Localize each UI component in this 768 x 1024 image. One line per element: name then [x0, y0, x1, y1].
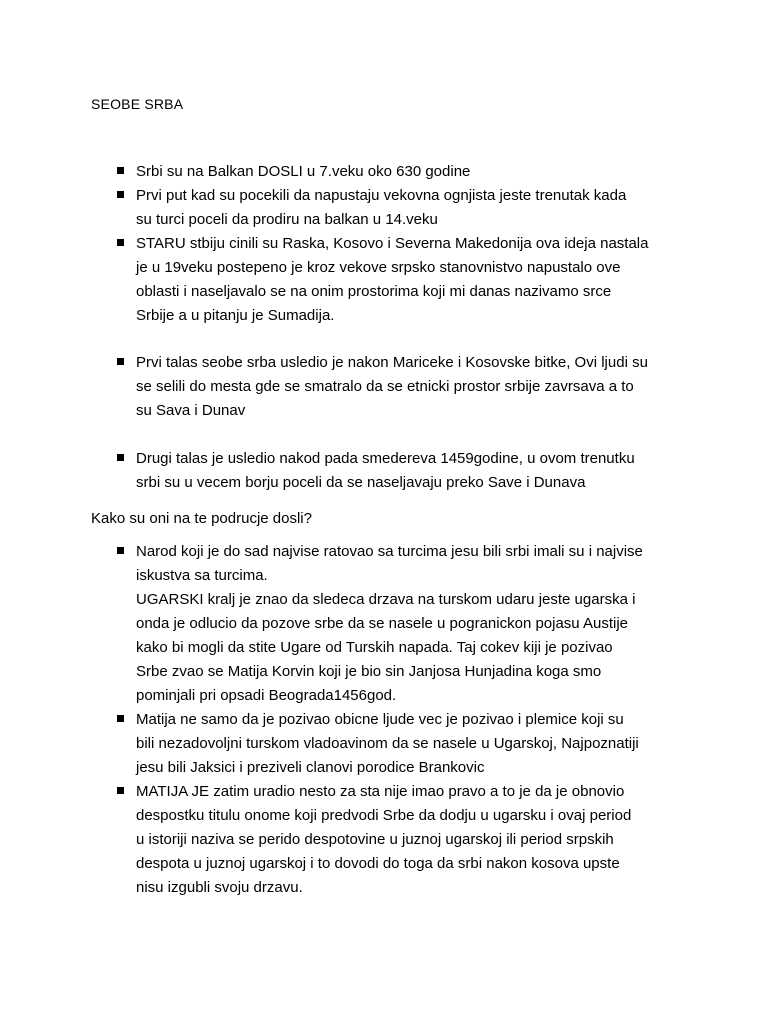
text-line: oblasti i naseljavalo se na onim prostorima koji mi danas nazivamo srce — [136, 283, 612, 300]
text-line: despota u juznoj ugarskoj i to dovodi do toga da srbi nakon kosova upste — [136, 855, 620, 872]
bullet-marker — [117, 167, 124, 174]
text-line: srbi su u vecem borju poceli da se naseljavaju preko Save i Dunava — [136, 474, 586, 491]
bullet-marker — [117, 787, 124, 794]
text-line: MATIJA JE zatim uradio nesto za sta nije imao pravo a to je da je obnovio — [136, 783, 625, 800]
bullet-marker — [117, 358, 124, 365]
text-line: Prvi talas seobe srba usledio je nakon Mariceke i Kosovske bitke, Ovi ljudi su — [136, 354, 648, 371]
text-line: Narod koji je do sad najvise ratovao sa turcima jesu bili srbi imali su i najvise — [136, 543, 643, 560]
text-line: pominjali pri opsadi Beograda1456god. — [136, 687, 397, 704]
text-line: despostku titulu onome koji predvodi Srbe da dodju u ugarsku i ovaj period — [136, 807, 632, 824]
text-line: Matija ne samo da je pozivao obicne ljude vec je pozivao i plemice koji su — [136, 711, 624, 728]
text-line: iskustva sa turcima. — [136, 567, 268, 584]
text-line: kako bi mogli da stite Ugare od Turskih napada. Taj cokev kiji je pozivao — [136, 639, 613, 656]
text-line: onda je odlucio da pozove srbe da se nasele u pogranickon pojasu Austije — [136, 615, 629, 632]
bullet-marker — [117, 547, 124, 554]
text-line: je u 19veku postepeno je kroz vekove srpsko stanovnistvo napustalo ove — [136, 259, 621, 276]
text-line: Drugi talas je usledio nakod pada smedereva 1459godine, u ovom trenutku — [136, 450, 635, 467]
list-item — [136, 160, 470, 184]
bullet-marker — [117, 454, 124, 461]
text-line: Prvi put kad su pocekili da napustaju vekovna ognjista jeste trenutak kada — [136, 187, 627, 204]
list-item — [136, 540, 643, 708]
text-line: nisu izgubli svoju drzavu. — [136, 879, 303, 896]
bullet-marker — [117, 239, 124, 246]
list-item — [136, 780, 631, 900]
text-line: u istoriji naziva se perido despotovine u juznoj ugarskoj ili period srpskih — [136, 831, 614, 848]
section-heading: Kako su oni na te podrucje dosli? — [91, 510, 312, 527]
text-line: Srbe zvao se Matija Korvin koji je bio sin Janjosa Hunjadina koga smo — [136, 663, 602, 680]
list-item — [136, 232, 648, 328]
text-line: su turci poceli da prodiru na balkan u 14.veku — [136, 211, 438, 228]
list-item — [136, 351, 648, 423]
text-line: su Sava i Dunav — [136, 402, 246, 419]
list-item — [136, 447, 635, 495]
document-title: SEOBE SRBA — [91, 96, 184, 112]
bullet-marker — [117, 715, 124, 722]
list-item — [136, 184, 626, 232]
text-line: se selili do mesta gde se smatralo da se etnicki prostor srbije zavrsava a to — [136, 378, 634, 395]
list-item — [136, 708, 639, 780]
text-line: Srbi su na Balkan DOSLI u 7.veku oko 630 godine — [136, 163, 471, 180]
text-line: STARU stbiju cinili su Raska, Kosovo i Severna Makedonija ova ideja nastala — [136, 235, 649, 252]
bullet-marker — [117, 191, 124, 198]
text-line: UGARSKI kralj je znao da sledeca drzava na turskom udaru jeste ugarska i — [136, 591, 636, 608]
text-line: jesu bili Jaksici i preziveli clanovi porodice Brankovic — [136, 759, 485, 776]
text-line: bili nezadovoljni turskom vladoavinom da se nasele u Ugarskoj, Najpoznatiji — [136, 735, 639, 752]
text-line: Srbije a u pitanju je Sumadija. — [136, 307, 335, 324]
